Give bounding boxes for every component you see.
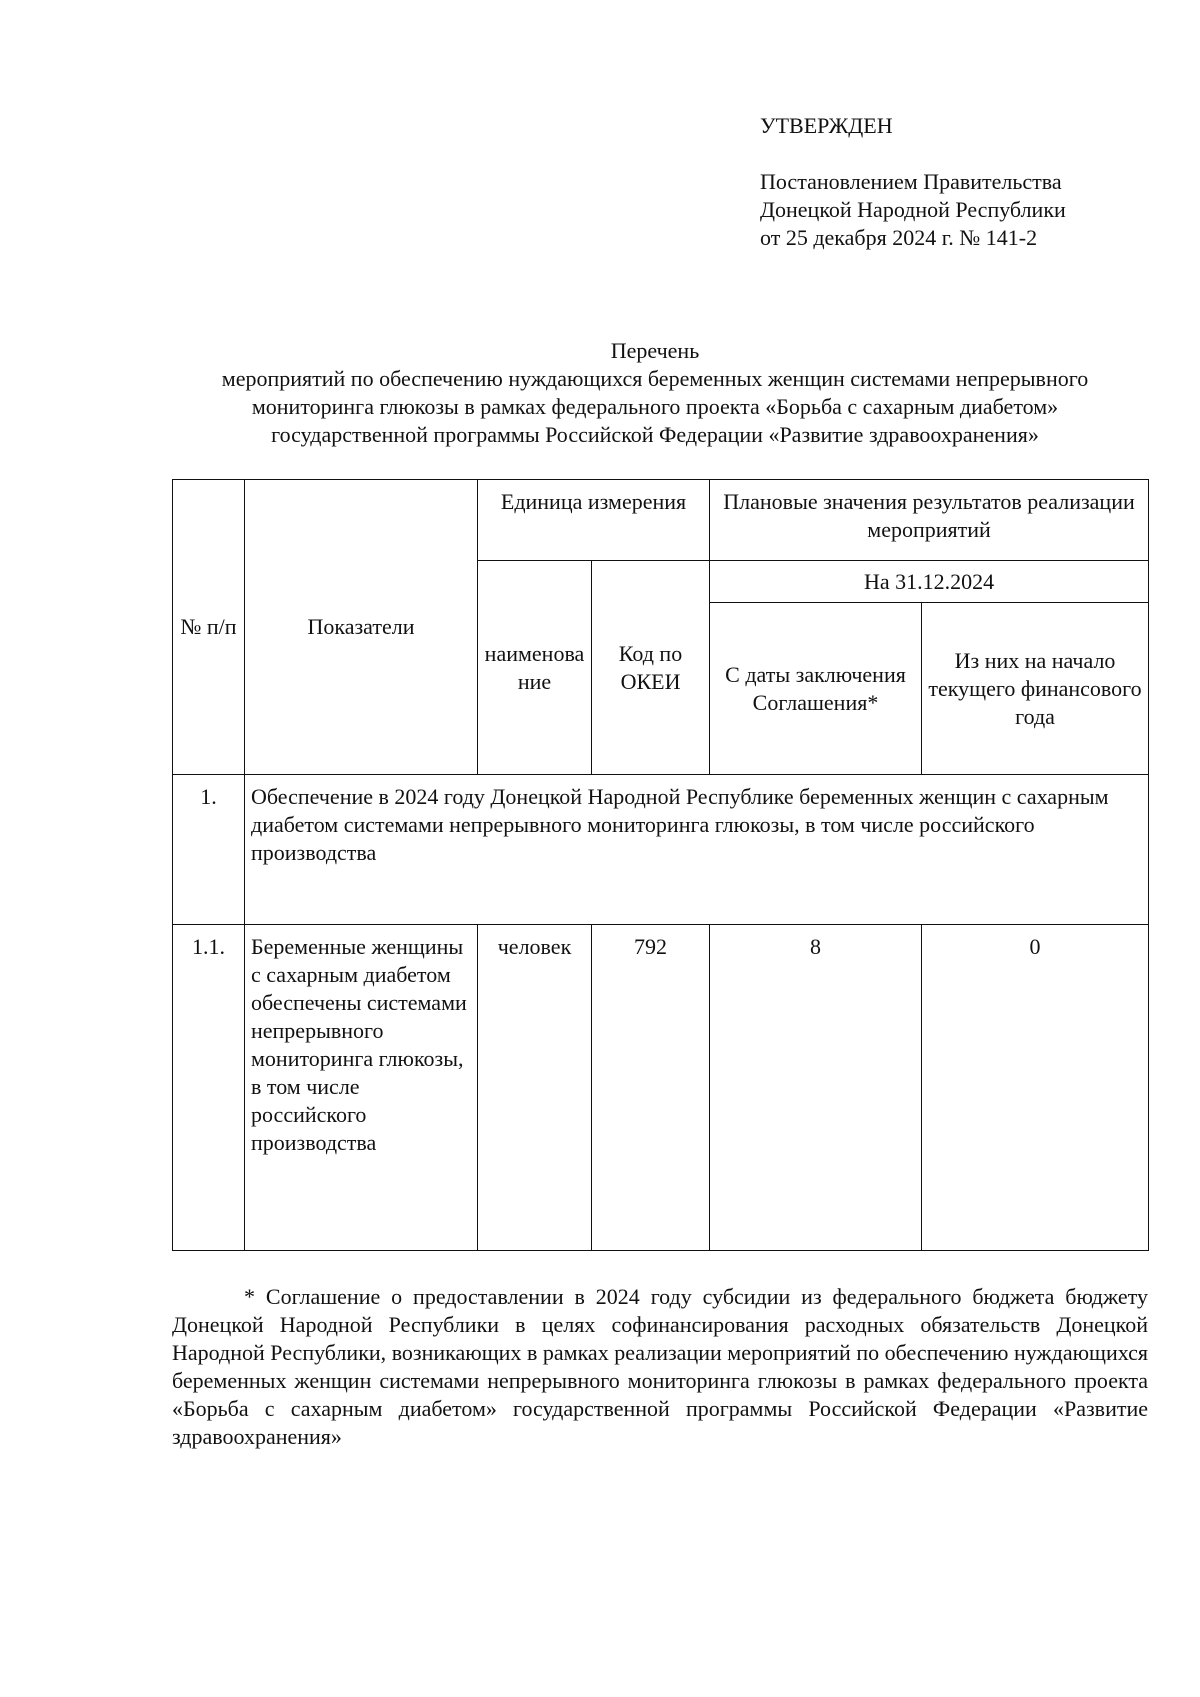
row-indicator: Беременные женщины с сахарным диабетом обеспечены системами непрерывного мониторинга глюкозы, в том числе российского производства bbox=[245, 925, 478, 1251]
header-indicators: Показатели bbox=[245, 480, 478, 775]
header-unit-name: наименова ние bbox=[478, 561, 592, 775]
section-row bbox=[173, 775, 1149, 925]
section-num: 1. bbox=[173, 775, 245, 925]
title-heading: Перечень bbox=[610, 338, 700, 363]
header-of-which: Из них на начало текущего финансового года bbox=[922, 603, 1149, 775]
row-code: 792 bbox=[592, 925, 710, 1251]
section-text: Обеспечение в 2024 году Донецкой Народной Республике беременных женщин с сахарным диабетом системами непрерывного мониторинга глюкозы, в том числе российского производства bbox=[245, 775, 1149, 925]
title-line: мониторинга глюкозы в рамках федерального проекта «Борьба с сахарным диабетом» bbox=[251, 394, 1059, 419]
row-of-which: 0 bbox=[922, 925, 1149, 1251]
approval-heading: УТВЕРЖДЕН bbox=[760, 113, 893, 138]
title-line: мероприятий по обеспечению нуждающихся беременных женщин системами непрерывного bbox=[221, 366, 1089, 391]
approval-line: Постановлением Правительства bbox=[760, 169, 1062, 194]
header-unit-code: Код по ОКЕИ bbox=[592, 561, 710, 775]
row-unit: человек bbox=[478, 925, 592, 1251]
row-num: 1.1. bbox=[173, 925, 245, 1251]
approval-line: Донецкой Народной Республики bbox=[760, 197, 1066, 222]
document-title bbox=[160, 337, 1150, 449]
row-since-agreement: 8 bbox=[710, 925, 922, 1251]
title-line: государственной программы Российской Федерации «Развитие здравоохранения» bbox=[271, 422, 1039, 447]
header-date: На 31.12.2024 bbox=[710, 561, 1149, 603]
header-num: № п/п bbox=[173, 480, 245, 775]
footnote: * Соглашение о предоставлении в 2024 году субсидии из федерального бюджета бюджету Донецкой Народной Республики в целях софинансирования расходных обязательств Донецкой Народной Республики, возникающих в рамках реализации мероприятий по обеспечению нуждающихся беременных женщин системами непрерывного мониторинга глюкозы в рамках федерального проекта «Борьба с сахарным диабетом» государственной программы Российской Федерации «Развитие здравоохранения» bbox=[172, 1284, 1148, 1449]
approval-block bbox=[760, 112, 1066, 252]
header-planned-group: Плановые значения результатов реализации мероприятий bbox=[710, 480, 1149, 561]
approval-line: от 25 декабря 2024 г. № 141-2 bbox=[760, 225, 1038, 250]
header-since-agreement: С даты заключения Соглашения* bbox=[710, 603, 922, 775]
measures-table bbox=[172, 479, 1149, 1251]
table-row bbox=[173, 925, 1149, 1251]
header-unit-group: Единица измерения bbox=[478, 480, 710, 561]
